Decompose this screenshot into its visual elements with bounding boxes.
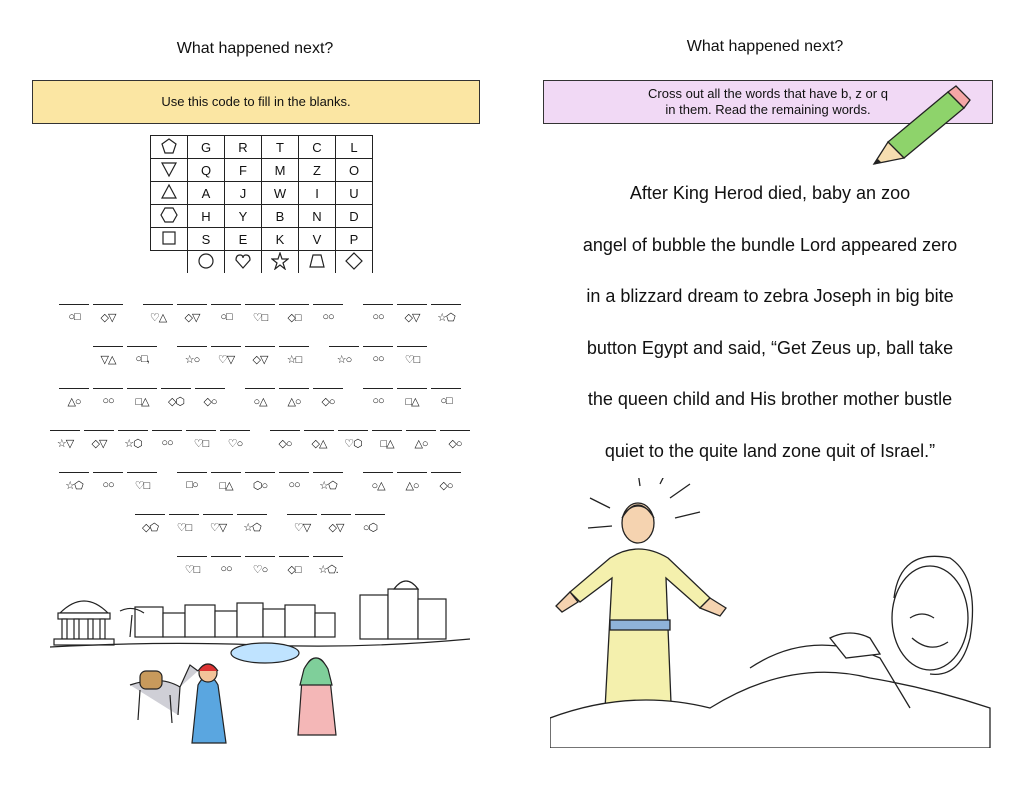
code-letter: F xyxy=(225,159,262,182)
code-letter: V xyxy=(299,228,336,251)
code-symbols: ◇△ xyxy=(311,438,327,450)
right-instruction-line2: in them. Read the remaining words. xyxy=(665,102,871,117)
code-symbols: ♡△ xyxy=(149,312,167,324)
letter-blank[interactable] xyxy=(397,342,427,366)
letter-blank[interactable] xyxy=(177,342,207,366)
code-letter: C xyxy=(299,136,336,159)
puzzle-word xyxy=(243,384,345,408)
letter-blank[interactable] xyxy=(245,300,275,324)
puzzle-word xyxy=(57,384,227,408)
letter-blank[interactable] xyxy=(313,552,343,576)
code-symbols: ☆⬠. xyxy=(318,564,338,576)
letter-blank[interactable] xyxy=(431,300,461,324)
code-column-symbols xyxy=(151,251,373,274)
puzzle-word xyxy=(175,342,311,366)
code-symbols: ○□ xyxy=(220,311,232,323)
code-symbols: ◇○ xyxy=(278,438,292,450)
code-letter: I xyxy=(299,182,336,205)
scrambled-paragraph xyxy=(545,168,995,477)
code-symbols: □△ xyxy=(219,480,233,492)
code-symbols: ☆⬡ xyxy=(124,438,142,450)
letter-blank[interactable] xyxy=(355,510,385,534)
letter-blank[interactable] xyxy=(406,426,436,450)
pencil-icon xyxy=(868,84,978,168)
code-symbols: ☆▽ xyxy=(56,438,74,450)
code-symbols: ○○ xyxy=(161,437,173,449)
code-symbols: ○○ xyxy=(372,353,384,365)
letter-blank[interactable] xyxy=(59,468,89,492)
square-icon xyxy=(151,228,188,251)
code-symbols: ◇○ xyxy=(448,438,462,450)
code-letter: M xyxy=(262,159,299,182)
letter-blank[interactable] xyxy=(397,384,427,408)
puzzle-word xyxy=(133,510,269,534)
letter-blank[interactable] xyxy=(211,468,241,492)
code-symbols: ♡○ xyxy=(252,564,268,576)
letter-blank[interactable] xyxy=(211,342,241,366)
code-symbols: □○ xyxy=(186,479,198,491)
puzzle-word xyxy=(175,468,345,492)
code-symbols: ◇⬠ xyxy=(141,522,159,534)
circle-icon xyxy=(188,251,225,274)
code-symbols: ◇□ xyxy=(287,564,301,576)
code-symbols: ♡▽ xyxy=(293,522,311,534)
code-table xyxy=(150,135,373,273)
letter-blank[interactable] xyxy=(279,468,309,492)
code-letter: E xyxy=(225,228,262,251)
puzzle-word xyxy=(141,300,345,324)
hexagon-icon xyxy=(151,205,188,228)
code-symbols: ○○ xyxy=(372,395,384,407)
puzzle-word xyxy=(361,300,463,324)
code-symbols: ☆⬠ xyxy=(65,480,83,492)
puzzle-line xyxy=(30,384,490,426)
code-symbols: ◇□ xyxy=(287,312,301,324)
code-symbols: △○ xyxy=(287,396,301,408)
code-symbols: ◇⬡ xyxy=(167,396,185,408)
letter-blank[interactable] xyxy=(440,426,470,450)
code-letter: B xyxy=(262,205,299,228)
puzzle-line xyxy=(30,468,490,510)
code-symbols: ◇▽ xyxy=(404,312,420,324)
puzzle-word xyxy=(175,552,345,576)
code-letter: P xyxy=(336,228,373,251)
code-symbols: ○○ xyxy=(322,311,334,323)
letter-blank[interactable] xyxy=(211,300,241,324)
code-symbols: ○○ xyxy=(288,479,300,491)
letter-blank[interactable] xyxy=(338,426,368,450)
code-symbols: ♡□ xyxy=(184,564,200,576)
trapezoid-icon xyxy=(299,251,336,274)
code-symbols: ◇○ xyxy=(439,480,453,492)
code-letter: L xyxy=(336,136,373,159)
heart-icon xyxy=(225,251,262,274)
letter-blank[interactable] xyxy=(372,426,402,450)
letter-blank[interactable] xyxy=(279,342,309,366)
star-icon xyxy=(262,251,299,274)
code-symbols: △○ xyxy=(67,396,81,408)
letter-blank[interactable] xyxy=(245,468,275,492)
paragraph-line: button Egypt and said, “Get Zeus up, ball take xyxy=(586,337,954,358)
code-symbols: △○ xyxy=(405,480,419,492)
puzzle-word xyxy=(361,384,463,408)
puzzle-word xyxy=(268,426,472,450)
letter-blank[interactable] xyxy=(93,384,123,408)
code-symbols: ◇○ xyxy=(203,396,217,408)
right-page-title: What happened next? xyxy=(686,38,844,55)
letter-blank[interactable] xyxy=(135,510,165,534)
code-letter: N xyxy=(299,205,336,228)
left-instruction-box xyxy=(32,80,480,124)
letter-blank[interactable] xyxy=(363,300,393,324)
code-symbols: ☆○ xyxy=(336,354,352,366)
letter-blank[interactable] xyxy=(245,342,275,366)
code-letter: Q xyxy=(188,159,225,182)
code-row xyxy=(151,136,373,159)
puzzle-word xyxy=(361,468,463,492)
letter-blank[interactable] xyxy=(152,426,182,450)
letter-blank[interactable] xyxy=(363,342,393,366)
code-row xyxy=(151,205,373,228)
code-symbols: ▽△ xyxy=(100,354,116,366)
letter-blank[interactable] xyxy=(279,300,309,324)
paragraph-line: in a blizzard dream to zebra Joseph in big bite xyxy=(586,286,954,306)
puzzle-word xyxy=(91,342,159,366)
letter-blank[interactable] xyxy=(93,468,123,492)
code-symbols: ○○ xyxy=(102,479,114,491)
code-letter: W xyxy=(262,182,299,205)
code-letter: H xyxy=(188,205,225,228)
letter-blank[interactable] xyxy=(237,510,267,534)
code-row xyxy=(151,228,373,251)
letter-blank[interactable] xyxy=(321,510,351,534)
letter-blank[interactable] xyxy=(195,384,225,408)
code-letter: S xyxy=(188,228,225,251)
letter-blank[interactable] xyxy=(211,552,241,576)
letter-blank[interactable] xyxy=(329,342,359,366)
code-letter: J xyxy=(225,182,262,205)
code-symbols: ♡▽ xyxy=(209,522,227,534)
right-instruction-line1: Cross out all the words that have b, z or q xyxy=(648,86,888,101)
code-symbols: ○○ xyxy=(372,311,384,323)
code-symbols: ♡□ xyxy=(193,438,209,450)
puzzle-word xyxy=(327,342,429,366)
code-symbols: ◇▽ xyxy=(328,522,344,534)
letter-blank[interactable] xyxy=(127,384,157,408)
puzzle-word xyxy=(48,426,252,450)
letter-blank[interactable] xyxy=(431,468,461,492)
code-symbols: □△ xyxy=(135,396,149,408)
code-symbols: ○○ xyxy=(102,395,114,407)
code-symbols: ◇▽ xyxy=(252,354,268,366)
letter-blank[interactable] xyxy=(313,300,343,324)
code-letter: T xyxy=(262,136,299,159)
code-letter: G xyxy=(188,136,225,159)
letter-blank[interactable] xyxy=(287,510,317,534)
letter-blank[interactable] xyxy=(59,384,89,408)
code-symbols: ○△ xyxy=(371,480,385,492)
code-symbols: ○△ xyxy=(253,396,267,408)
code-letter: Z xyxy=(299,159,336,182)
puzzle-area xyxy=(30,300,490,594)
puzzle-line xyxy=(30,510,490,552)
code-letter: R xyxy=(225,136,262,159)
code-symbols: ○○ xyxy=(220,563,232,575)
letter-blank[interactable] xyxy=(127,468,157,492)
letter-blank[interactable] xyxy=(84,426,114,450)
code-letter: A xyxy=(188,182,225,205)
letter-blank[interactable] xyxy=(313,468,343,492)
letter-blank[interactable] xyxy=(161,384,191,408)
code-symbols: ♡▽ xyxy=(217,354,235,366)
letter-blank[interactable] xyxy=(50,426,80,450)
code-symbols: ♡□ xyxy=(252,312,268,324)
code-symbols: ○□ xyxy=(68,311,80,323)
code-symbols: ☆⬠ xyxy=(243,522,261,534)
puzzle-line xyxy=(30,426,490,468)
code-symbols: ◇○ xyxy=(321,396,335,408)
down-triangle-icon xyxy=(151,159,188,182)
letter-blank[interactable] xyxy=(363,468,393,492)
code-letter: K xyxy=(262,228,299,251)
letter-blank[interactable] xyxy=(270,426,300,450)
code-symbols: ♡⬡ xyxy=(344,438,362,450)
letter-blank[interactable] xyxy=(397,468,427,492)
code-symbols: ○□ xyxy=(440,395,452,407)
code-letter: U xyxy=(336,182,373,205)
code-letter: Y xyxy=(225,205,262,228)
paragraph-line: the queen child and His brother mother bustle xyxy=(587,389,953,409)
paragraph-line: After King Herod died, baby an zoo xyxy=(629,183,911,203)
code-symbols: ◇▽ xyxy=(184,312,200,324)
code-letter: O xyxy=(336,159,373,182)
code-symbols: □△ xyxy=(405,396,419,408)
letter-blank[interactable] xyxy=(118,426,148,450)
code-symbols: ♡□ xyxy=(134,480,150,492)
letter-blank[interactable] xyxy=(177,468,207,492)
pentagon-icon xyxy=(151,136,188,159)
letter-blank[interactable] xyxy=(279,384,309,408)
letter-blank[interactable] xyxy=(177,552,207,576)
paragraph-line: quiet to the quite land zone quit of Israel.” xyxy=(604,440,936,461)
letter-blank[interactable] xyxy=(93,342,123,366)
letter-blank[interactable] xyxy=(127,342,157,366)
code-letter: D xyxy=(336,205,373,228)
code-symbols: ⬡○ xyxy=(252,480,268,492)
puzzle-line xyxy=(30,342,490,384)
letter-blank[interactable] xyxy=(431,384,461,408)
code-symbols: □△ xyxy=(380,438,394,450)
code-symbols: ☆⬠ xyxy=(319,480,337,492)
letter-blank[interactable] xyxy=(279,552,309,576)
diamond-icon xyxy=(336,251,373,274)
puzzle-word xyxy=(285,510,387,534)
left-instruction-text: Use this code to fill in the blanks. xyxy=(161,94,351,109)
code-symbols: ☆□ xyxy=(286,354,302,366)
code-symbols: ♡□ xyxy=(176,522,192,534)
code-symbols: ♡□ xyxy=(404,354,420,366)
letter-blank[interactable] xyxy=(143,300,173,324)
code-row xyxy=(151,159,373,182)
letter-blank[interactable] xyxy=(397,300,427,324)
letter-blank[interactable] xyxy=(245,384,275,408)
letter-blank[interactable] xyxy=(363,384,393,408)
code-symbols: ☆○ xyxy=(184,354,200,366)
puzzle-word xyxy=(57,300,125,324)
code-symbols: ◇▽ xyxy=(91,438,107,450)
code-symbols: ◇▽ xyxy=(100,312,116,324)
code-symbols: ☆⬠ xyxy=(437,312,455,324)
letter-blank[interactable] xyxy=(220,426,250,450)
code-row xyxy=(151,182,373,205)
puzzle-line xyxy=(30,300,490,342)
code-symbols: ♡○ xyxy=(227,438,243,450)
paragraph-line: angel of bubble the bundle Lord appeared zero xyxy=(582,234,958,255)
letter-blank[interactable] xyxy=(313,384,343,408)
up-triangle-icon xyxy=(151,182,188,205)
letter-blank[interactable] xyxy=(93,300,123,324)
left-page-title: What happened next? xyxy=(176,40,334,57)
puzzle-word xyxy=(57,468,159,492)
code-symbols: △○ xyxy=(414,438,428,450)
letter-blank[interactable] xyxy=(245,552,275,576)
letter-blank[interactable] xyxy=(203,510,233,534)
code-symbols: ○⬡ xyxy=(362,522,378,534)
letter-blank[interactable] xyxy=(169,510,199,534)
letter-blank[interactable] xyxy=(304,426,334,450)
letter-blank[interactable] xyxy=(59,300,89,324)
letter-blank[interactable] xyxy=(186,426,216,450)
flight-to-egypt-illustration xyxy=(40,575,480,755)
code-symbols: ○□, xyxy=(135,353,149,365)
angel-dream-illustration xyxy=(550,478,1000,748)
letter-blank[interactable] xyxy=(177,300,207,324)
